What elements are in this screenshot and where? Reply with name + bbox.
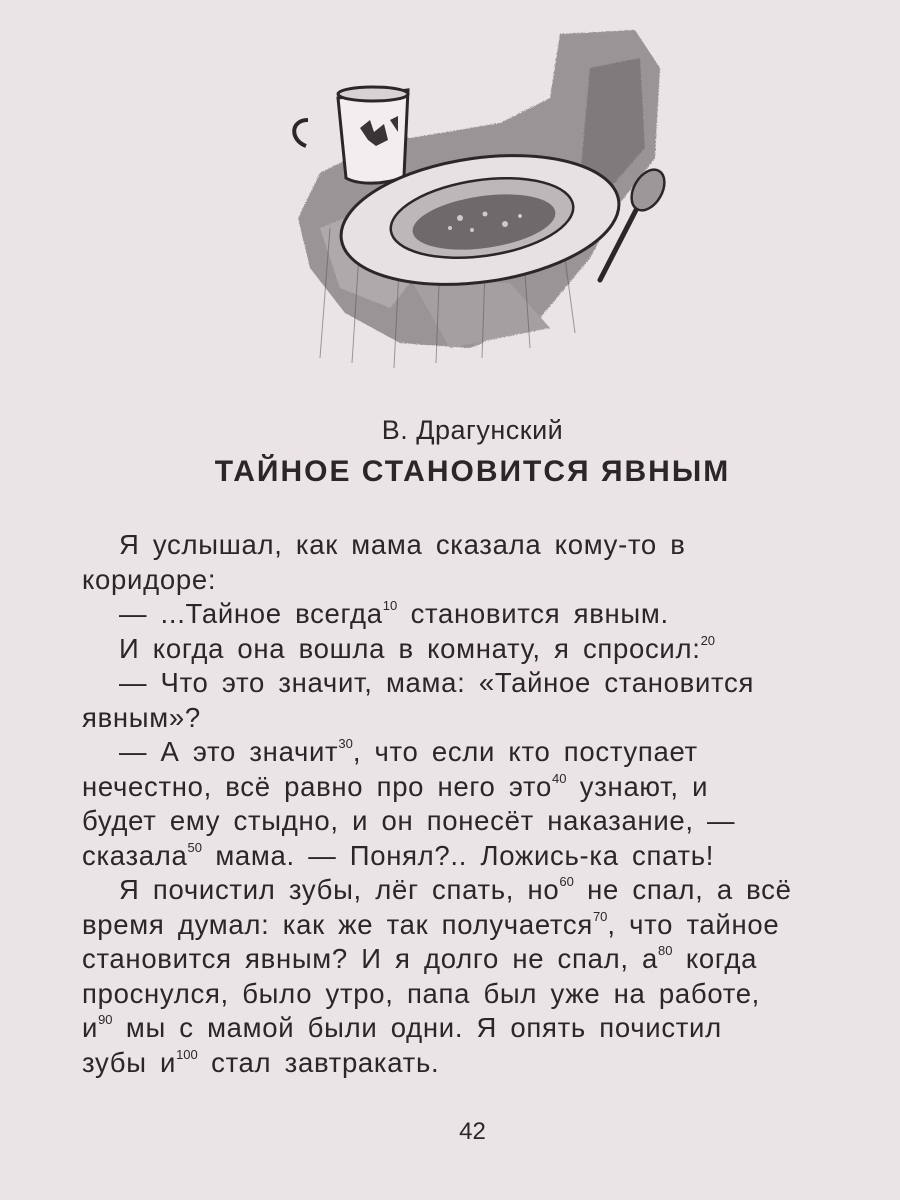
text-segment: время думал: как же так получается [82, 908, 593, 940]
text-segment: узнают, и [566, 770, 709, 802]
text-segment: — А это значит [119, 736, 339, 767]
illustration [290, 28, 690, 373]
text-segment: мы с мамой были одни. Я опять почистил [112, 1012, 722, 1043]
word-count-marker: 100 [176, 1046, 198, 1062]
author-name: В. Драгунский [381, 415, 564, 445]
text-segment: , что тайное [607, 908, 780, 940]
text-segment: будет ему стыдно, и он понесёт наказание, — [82, 805, 736, 836]
text-segment: Я почистил зубы, лёг спать, но [119, 874, 560, 905]
text-line [82, 942, 852, 977]
text-line [82, 977, 852, 1012]
text-segment: становится явным. [397, 598, 669, 629]
text-segment: — Что это значит, мама: «Тайное становится [119, 667, 755, 698]
text-segment: становится явным? И я долго не спал, а [82, 943, 659, 974]
word-count-marker: 80 [658, 943, 673, 958]
story-title: ТАЙНОЕ СТАНОВИТСЯ ЯВНЫМ [214, 455, 731, 488]
text-line [82, 528, 852, 563]
text-segment: Я услышал, как мама сказала кому-то в [119, 529, 686, 560]
text-line [82, 908, 852, 943]
text-line [82, 770, 852, 805]
text-line [82, 632, 852, 667]
text-segment: И когда она вошла в комнату, я спросил: [119, 632, 701, 664]
text-line [82, 701, 852, 736]
text-line [82, 666, 852, 701]
text-segment: стал завтракать. [197, 1046, 440, 1078]
word-count-marker: 50 [187, 839, 202, 855]
text-segment: зубы и [82, 1046, 177, 1078]
text-segment: , что если кто поступает [352, 736, 698, 767]
text-line [82, 1011, 852, 1046]
text-segment: явным»? [82, 701, 201, 733]
story-text [82, 528, 852, 1080]
word-count-marker: 20 [700, 632, 716, 648]
text-segment: проснулся, было утро, папа был уже на работе, [82, 977, 761, 1009]
text-segment: мама. — Понял?.. Ложись-ка спать! [201, 839, 715, 871]
page-number: 42 [459, 1118, 486, 1145]
word-count-marker: 30 [338, 736, 353, 751]
text-segment: коридоре: [82, 563, 217, 595]
text-line [82, 735, 852, 770]
word-count-marker: 10 [382, 598, 398, 613]
text-segment: не спал, а всё [573, 874, 792, 905]
word-count-marker: 40 [551, 770, 567, 786]
text-segment: и [82, 1012, 99, 1043]
word-count-marker: 90 [98, 1012, 113, 1027]
text-segment: сказала [82, 839, 188, 871]
text-line [82, 839, 852, 874]
text-line [82, 804, 852, 839]
word-count-marker: 70 [592, 908, 608, 924]
text-line [82, 563, 852, 598]
text-line [82, 597, 852, 632]
text-segment: когда [672, 943, 758, 974]
text-line [82, 873, 852, 908]
word-count-marker: 60 [559, 874, 574, 889]
text-segment: — ...Тайное всегда [119, 598, 383, 629]
text-line [82, 1046, 852, 1081]
mug-icon [294, 87, 408, 183]
text-segment: нечестно, всё равно про него это [82, 770, 552, 802]
